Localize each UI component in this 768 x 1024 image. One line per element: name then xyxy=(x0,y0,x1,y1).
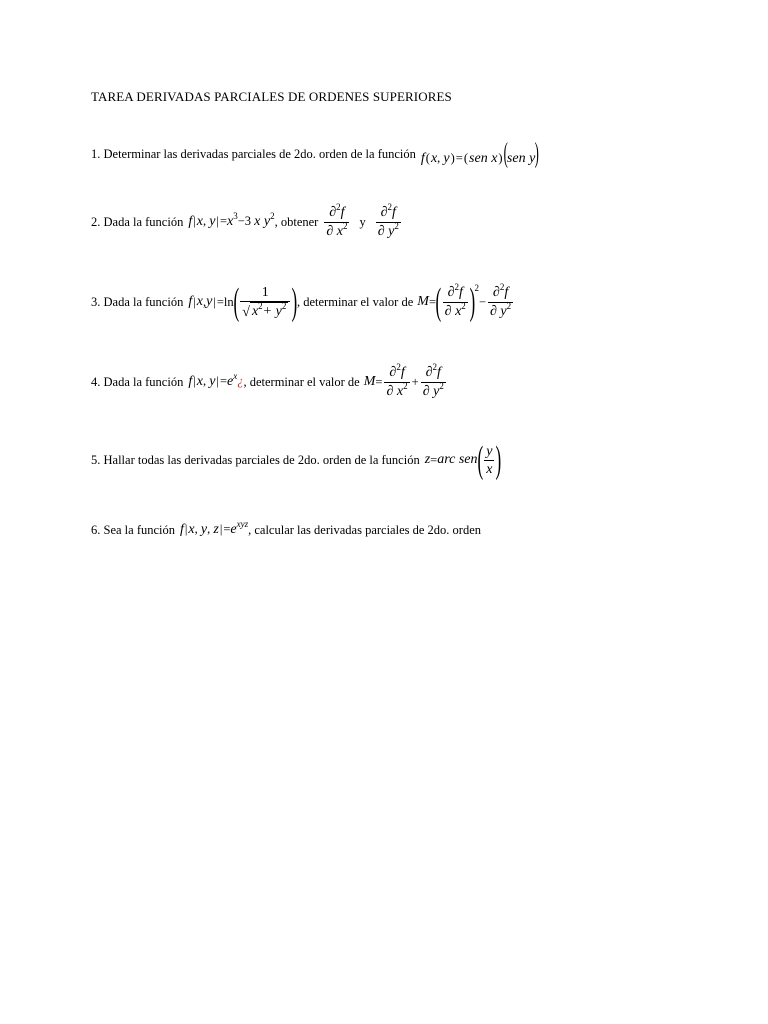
exercise-3-m-formula: M = ( $\frac{\partial^2f}{\partial x^2}$ ) 2 − $\frac{\partial^2f}{\partial y^2}$ xyxy=(417,281,512,323)
exercise-1-text: 1. Determinar las derivadas parciales de 2do. orden de la función xyxy=(91,146,416,161)
exercise-4-text-b: , determinar el valor de xyxy=(243,374,360,389)
exercise-5 xyxy=(91,430,501,490)
exercise-3-formula: f | x , y | =ln ( 1 √ $x^2+ y^2$ ) xyxy=(188,281,298,323)
exercise-3 xyxy=(91,272,515,332)
exercise-3-text-a: 3. Dada la función xyxy=(91,294,184,309)
exercise-2-text-c: y xyxy=(359,214,366,229)
exercise-2-formula: f|x, $y|=x^3-3$ x $y^2$ xyxy=(188,211,275,229)
exercise-5-text: 5. Hallar todas las derivadas parciales de 2do. orden de la función xyxy=(91,452,420,467)
exercise-2 xyxy=(91,192,403,252)
exercise-2-fraction-xx: $\frac{\partial^2f}{\partial x^2}$ xyxy=(326,201,348,239)
exercise-6-formula: f|x, y, $z|=e^{xyz}$ xyxy=(180,519,249,537)
exercise-2-text-a: 2. Dada la función xyxy=(91,214,184,229)
exercise-6 xyxy=(91,500,481,560)
page-title: TAREA DERIVADAS PARCIALES DE ORDENES SUPERIORES xyxy=(91,89,452,104)
exercise-4 xyxy=(91,352,448,412)
exercise-3-text-b: , determinar el valor de xyxy=(296,294,414,309)
exercise-4-text-a: 4. Dada la función xyxy=(91,374,184,389)
exercise-1-formula: f(x, y)=(sen x)(sen y) xyxy=(420,138,540,169)
exercise-6-text-b: , calcular las derivadas parciales de 2do. orden xyxy=(248,522,481,537)
exercise-2-text-b: , obtener xyxy=(274,214,319,229)
exercise-6-text-a: 6. Sea la función xyxy=(91,522,176,537)
exercise-1 xyxy=(91,124,539,184)
exercise-4-formula: f|x, $y|=e^x¿$ xyxy=(188,371,244,389)
exercise-2-fraction-yy: $\frac{\partial^2f}{\partial y^2}$ xyxy=(377,201,399,239)
exercise-5-formula: z = arc sen ( $\frac{y}{x}$ ) xyxy=(424,439,502,481)
exercise-4-m-formula: M = $\frac{\partial^2f}{\partial x^2}$ + $\frac{\partial^2f}{\partial y^2}$ xyxy=(363,361,444,399)
